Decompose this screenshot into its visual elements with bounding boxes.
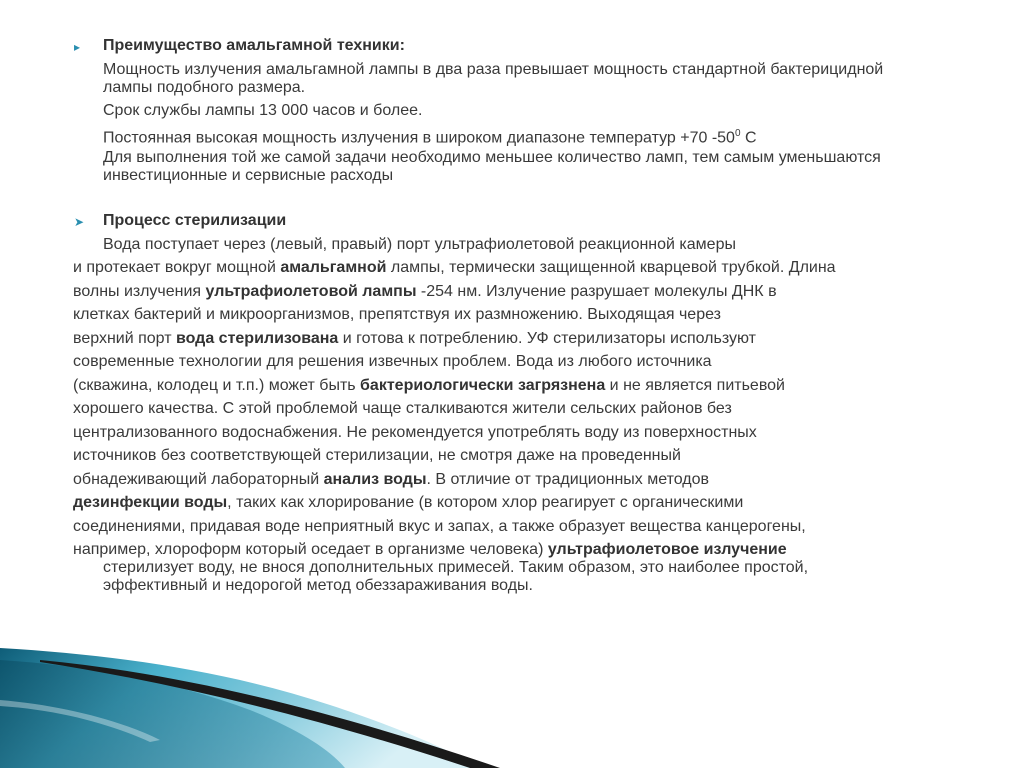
triangle-right-icon: ▸: [74, 40, 81, 54]
body-line: обнадеживающий лабораторный анализ воды. В отличие от традиционных методов: [73, 471, 710, 488]
section1-item-3: Для выполнения той же самой задачи необходимо меньшее количество ламп, тем самым уменьшаются инвестиционные и сервисные расходы: [103, 149, 881, 184]
body-line: дезинфекции воды, таких как хлорирование (в котором хлор реагирует с органическими: [73, 494, 744, 511]
section2-heading: Процесс стерилизации: [103, 212, 287, 229]
section1-item-2: Срок службы лампы 13 000 часов и более.: [103, 102, 423, 119]
bold-term: вода стерилизована: [175, 330, 339, 347]
bold-term: ультрафиолетовой лампы: [205, 283, 417, 300]
section1-item-1: Мощность излучения амальгамной лампы в два раза превышает мощность стандартной бактерицидной лампы подобного размера.: [103, 61, 884, 96]
body-line: клетках бактерий и микроорганизмов, препятствуя их размножению. Выходящая через: [73, 306, 721, 323]
body-line: волны излучения ультрафиолетовой лампы -254 нм. Излучение разрушает молекулы ДНК в: [73, 283, 777, 300]
body-line: соединениями, придавая воде неприятный вкус и запах, а также образует вещества канцерогены,: [73, 518, 806, 535]
bold-term: ультрафиолетовое излучение: [547, 541, 787, 558]
tail-line: стерилизует воду, не внося дополнительных примесей. Таким образом, это наиболее простой,: [103, 559, 809, 576]
body-line: централизованного водоснабжения. Не рекомендуется употреблять воду из поверхностных: [73, 424, 757, 441]
bold-term: амальгамной: [280, 259, 387, 276]
body-line: источников без соответствующей стерилизации, не смотря даже на проведенный: [73, 447, 681, 464]
bold-term: дезинфекции воды: [73, 494, 228, 511]
bold-term: анализ воды: [323, 471, 427, 488]
body-line: например, хлороформ который оседает в организме человека) ультрафиолетовое излучение: [73, 541, 787, 558]
section1-heading: Преимущество амальгамной техники:: [103, 37, 405, 54]
tail-line: эффективный и недорогой метод обеззараживания воды.: [103, 577, 533, 594]
body-line: и протекает вокруг мощной амальгамной лампы, термически защищенной кварцевой трубкой. Длина: [73, 259, 836, 276]
body-line: (скважина, колодец и т.п.) может быть бактериологически загрязнена и не является питьевой: [73, 377, 785, 394]
body-line: хорошего качества. С этой проблемой чаще сталкиваются жители сельских районов без: [73, 400, 732, 417]
section2-intro: Вода поступает через (левый, правый) порт ультрафиолетовой реакционной камеры: [103, 236, 736, 253]
temperature-text: Постоянная высокая мощность излучения в широком диапазоне температур +70 -50: [103, 129, 735, 147]
bold-term: бактериологически загрязнена: [360, 377, 606, 394]
body-line: современные технологии для решения извечных проблем. Вода из любого источника: [73, 353, 712, 370]
body-line: верхний порт вода стерилизована и готова к потреблению. УФ стерилизаторы используют: [73, 330, 756, 347]
temperature-unit: С: [740, 129, 757, 147]
arrow-right-icon: ➤: [74, 215, 85, 229]
temperature-superscript: 0: [734, 128, 741, 139]
